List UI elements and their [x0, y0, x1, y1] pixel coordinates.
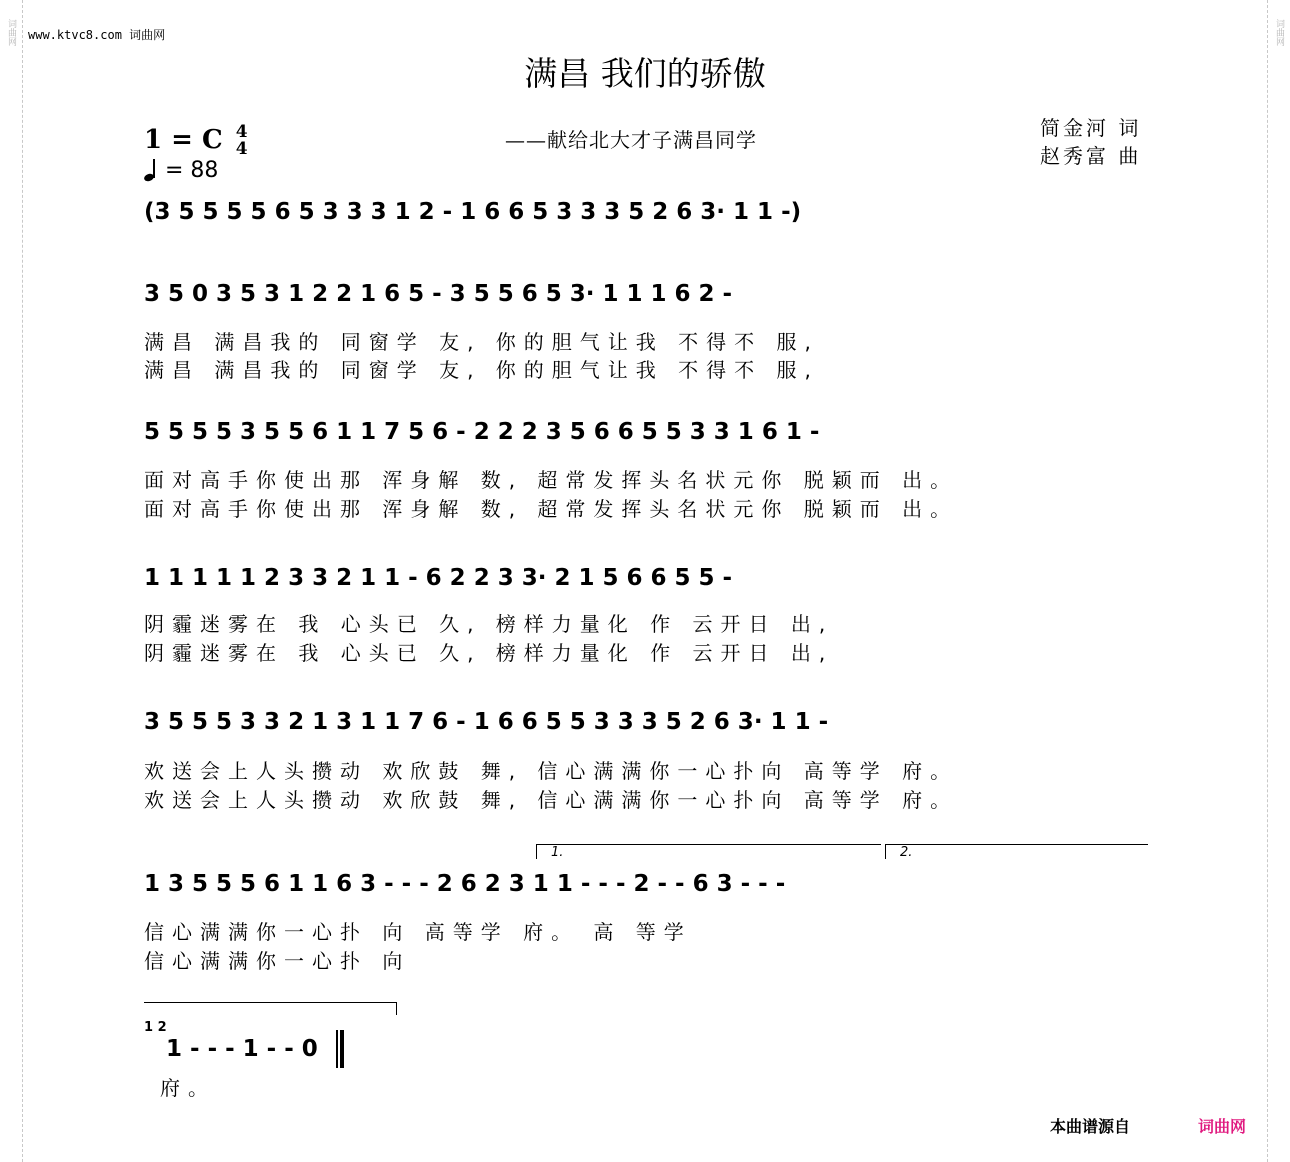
song-subtitle: ——献给北大才子满昌同学 [505, 128, 757, 152]
lyrics-row-3-verse-1: 阴霾迷雾在 我 心头已 久, 榜样力量化 作 云开日 出, [144, 612, 834, 636]
volta-first-ending [536, 844, 881, 859]
key-signature [144, 124, 248, 158]
time-numerator: 4 [235, 122, 248, 142]
time-signature [236, 124, 248, 158]
watermark-text: 词曲网 [1274, 18, 1284, 46]
notes: 1 1 1 1 1 2 3 3 2 1 1 - 6 2 2 3 3· 2 1 5 6 6 5 5 - [144, 564, 733, 591]
lyricist-credit: 简金河 词 [1040, 116, 1142, 140]
lyrics-row-1-verse-1: 满昌 满昌我的 同窗学 友, 你的胆气让我 不得不 服, [144, 330, 819, 354]
time-denominator: 4 [235, 139, 248, 159]
notes: 5 5 5 5 3 5 5 6 1 1 7 5 6 - 2 2 2 3 5 6 6 5 5 3 3 1 6 1 - [144, 418, 820, 445]
ending-bracket [144, 1002, 397, 1015]
notes: 1 3 5 5 5 6 1 1 6 3 - - - 2 6 2 3 1 1 - - - 2 - - 6 3 - - - [144, 870, 786, 897]
volta-second-label: 2. [900, 845, 913, 860]
tempo-marking [144, 158, 218, 183]
lyrics-row-2-verse-2: 面对高手你使出那 浑身解 数, 超常发挥头名状元你 脱颖而 出。 [144, 497, 959, 521]
footer-source: 本曲谱源自 [1050, 1117, 1131, 1136]
footer-brand-link[interactable]: 词曲网 [1198, 1117, 1247, 1136]
key-label: 1 = C [144, 125, 223, 155]
score-row-5 [144, 870, 1148, 897]
volta-first-label: 1. [551, 845, 564, 860]
lyrics-row-2-verse-1: 面对高手你使出那 浑身解 数, 超常发挥头名状元你 脱颖而 出。 [144, 468, 959, 492]
volta-second-ending [885, 844, 1148, 859]
notes: 3 5 5 5 3 3 2 1 3 1 1 7 6 - 1 6 6 5 5 3 3 3 5 2 6 3· 1 1 - [144, 708, 829, 735]
score-row-1 [144, 280, 1148, 307]
grace-notes: 1 2 [144, 1020, 167, 1035]
lyrics-row-4-verse-1: 欢送会上人头攒动 欢欣鼓 舞, 信心满满你一心扑向 高等学 府。 [144, 759, 959, 783]
lyrics-row-6-verse-1: 府。 [160, 1076, 216, 1100]
lyrics-row-4-verse-2: 欢送会上人头攒动 欢欣鼓 舞, 信心满满你一心扑向 高等学 府。 [144, 788, 959, 812]
watermark-strip-left [0, 0, 23, 1162]
lyrics-row-5-verse-1: 信心满满你一心扑 向 高等学 府。 高 等学 [144, 920, 692, 944]
site-url[interactable]: www.ktvc8.com 词曲网 [28, 28, 166, 42]
notes: 3 5 0 3 5 3 1 2 2 1 6 5 - 3 5 5 6 5 3· 1 1 1 6 2 - [144, 280, 733, 307]
watermark-text: 词曲网 [6, 18, 16, 46]
notes: 1 - - - 1 - - 0 [166, 1036, 318, 1062]
score-row-3 [144, 564, 1148, 591]
lyrics-row-3-verse-2: 阴霾迷雾在 我 心头已 久, 榜样力量化 作 云开日 出, [144, 641, 834, 665]
song-title: 满昌 我们的骄傲 [524, 54, 766, 93]
lyrics-row-1-verse-2: 满昌 满昌我的 同窗学 友, 你的胆气让我 不得不 服, [144, 358, 819, 382]
score-row-2 [144, 418, 1148, 445]
lyrics-row-5-verse-2: 信心满满你一心扑 向 [144, 949, 411, 973]
score-row-0 [144, 198, 1148, 225]
final-barline [336, 1030, 344, 1068]
score-row-6 [166, 1030, 406, 1068]
watermark-strip-right [1267, 0, 1290, 1162]
quarter-note-icon [144, 159, 158, 183]
notes: (3 5 5 5 5 6 5 3 3 3 1 2 - 1 6 6 5 3 3 3 5 2 6 3· 1 1 -) [144, 198, 802, 225]
composer-credit: 赵秀富 曲 [1040, 144, 1142, 168]
tempo-label: = 88 [165, 158, 219, 183]
score-row-4 [144, 708, 1148, 735]
